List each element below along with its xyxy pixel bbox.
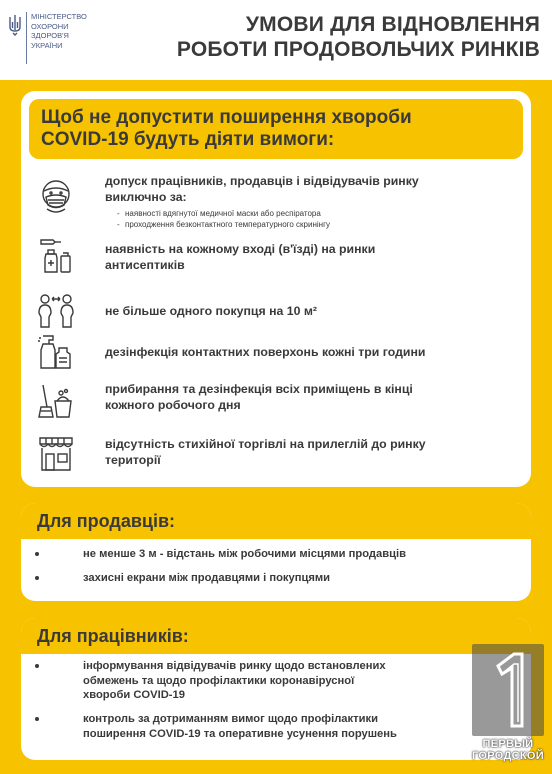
requirement-text: не більше одного покупця на 10 м² (105, 304, 318, 318)
workers-card-header (21, 618, 531, 654)
market-stall-icon (37, 434, 75, 472)
sellers-card (21, 503, 531, 601)
requirement-text: наявність на кожному вході (в'їзді) на ринки антисептиків (105, 242, 376, 272)
requirements-card (21, 91, 531, 487)
ministry-logo (8, 10, 88, 70)
ministry-name: МІНІСТЕРСТВО ОХОРОНИ ЗДОРОВ'Я УКРАЇНИ (31, 12, 87, 50)
requirement-text: прибирання та дезінфекція всіх приміщень в кінці кожного робочого дня (105, 382, 413, 412)
thermometer-sanitizer-icon (37, 236, 75, 274)
requirement-sublist (117, 208, 497, 230)
requirement-subitem: - наявності вдягнутої медичної маски або респіратора (117, 208, 497, 219)
list-item-text: контроль за дотриманням вимог щодо профілактики поширення COVID-19 та оперативне усунення порушень (83, 713, 397, 740)
bullet-icon (35, 552, 39, 556)
watermark-logo (470, 644, 546, 770)
requirement-text: відсутність стихійної торгівлі на прилеглій до ринку території (105, 437, 426, 467)
requirements-card-header (29, 99, 523, 159)
ministry-divider (26, 12, 27, 64)
trident-icon (8, 14, 22, 36)
requirement-subitem: - проходження безконтактного температурного скринінгу (117, 219, 497, 230)
sellers-heading: Для продавців: (37, 511, 176, 531)
list-item-text: захисні екрани між продавцями і покупцями (83, 572, 331, 584)
requirement-text: дезінфекція контактних поверхонь кожні три години (105, 345, 426, 359)
list-item-text: інформування відвідувачів ринку щодо встановлених обмежень та щодо профілактики коронавірусної хвороби COVID-19 (83, 660, 386, 701)
bullet-icon (35, 664, 39, 668)
bullet-icon (35, 576, 39, 580)
social-distance-icon (37, 291, 75, 329)
requirements-heading: Щоб не допустити поширення хвороби COVID-19 будуть діяти вимоги: (41, 107, 412, 150)
page-title: УМОВИ ДЛЯ ВІДНОВЛЕННЯ РОБОТИ ПРОДОВОЛЬЧИХ РИНКІВ (176, 13, 540, 61)
workers-card (21, 618, 531, 760)
bullet-icon (35, 717, 39, 721)
header (0, 0, 552, 80)
face-mask-icon (37, 177, 75, 215)
cleaning-supplies-icon (37, 381, 75, 419)
requirement-text: допуск працівників, продавців і відвідувачів ринку виключно за: (105, 174, 419, 204)
sellers-card-header (21, 503, 531, 539)
number-one-icon (484, 648, 532, 732)
watermark-text: ПЕРВЫЙ ГОРОДСКОЙ (472, 738, 544, 762)
list-item-text: не менше 3 м - відстань між робочими місцями продавців (83, 548, 406, 560)
disinfection-spray-icon (37, 332, 75, 370)
workers-heading: Для працівників: (37, 626, 189, 646)
